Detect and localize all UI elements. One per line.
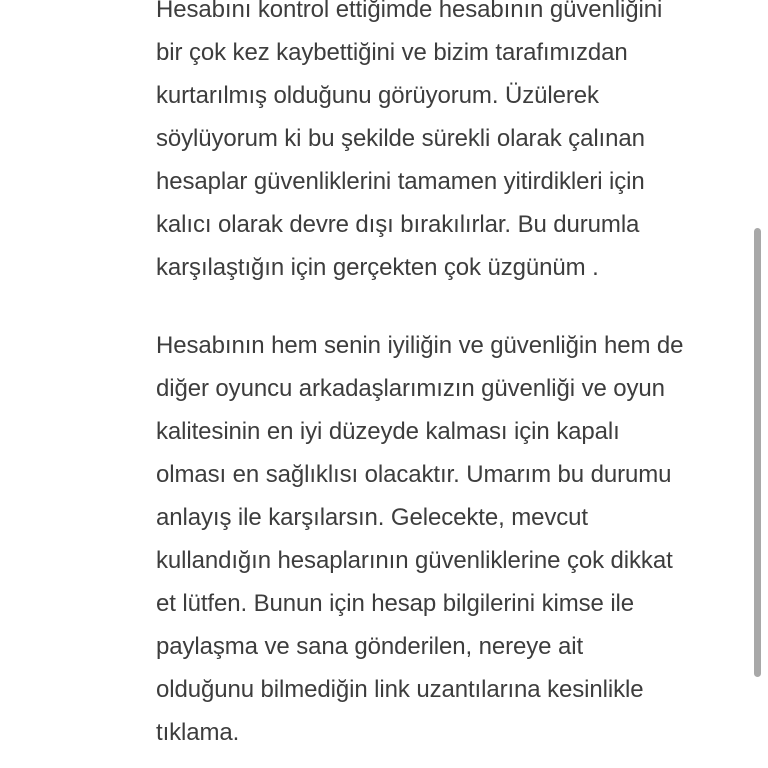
vertical-scrollbar[interactable] bbox=[750, 0, 768, 768]
text-line: Hesabının hem senin iyiliğin ve güvenliğin hem de bbox=[156, 332, 684, 359]
text-line: söylüyorum ki bu şekilde sürekli olarak çalınan bbox=[156, 125, 645, 152]
text-line: bir çok kez kaybettiğini ve bizim tarafımızdan bbox=[156, 39, 628, 66]
text-line: karşılaştığın için gerçekten çok üzgünüm . bbox=[156, 254, 599, 281]
text-line: kalitesinin en iyi düzeyde kalması için kapalı bbox=[156, 418, 620, 445]
text-line: kurtarılmış olduğunu görüyorum. Üzülerek bbox=[156, 82, 599, 109]
text-line: Hesabını kontrol ettiğimde hesabının güvenliğini bbox=[156, 0, 663, 23]
text-line: kullandığın hesaplarının güvenliklerine çok dikkat bbox=[156, 547, 673, 574]
paragraph-account-status bbox=[156, 0, 756, 289]
text-line: olması en sağlıklısı olacaktır. Umarım bu durumu bbox=[156, 461, 672, 488]
text-line: anlayış ile karşılarsın. Gelecekte, mevcut bbox=[156, 504, 588, 531]
text-line: paylaşma ve sana gönderilen, nereye ait bbox=[156, 633, 584, 660]
text-line: kalıcı olarak devre dışı bırakılırlar. Bu durumla bbox=[156, 211, 640, 238]
text-line: olduğunu bilmediğin link uzantılarına kesinlikle bbox=[156, 676, 644, 703]
text-line: diğer oyuncu arkadaşlarımızın güvenliği ve oyun bbox=[156, 375, 665, 402]
message-text bbox=[156, 0, 756, 754]
text-line: et lütfen. Bunun için hesap bilgilerini kimse ile bbox=[156, 590, 635, 617]
text-line: tıklama. bbox=[156, 719, 240, 746]
paragraph-security-advice bbox=[156, 324, 756, 754]
scrollbar-thumb[interactable] bbox=[754, 228, 761, 677]
text-line: hesaplar güvenliklerini tamamen yitirdikleri için bbox=[156, 168, 645, 195]
